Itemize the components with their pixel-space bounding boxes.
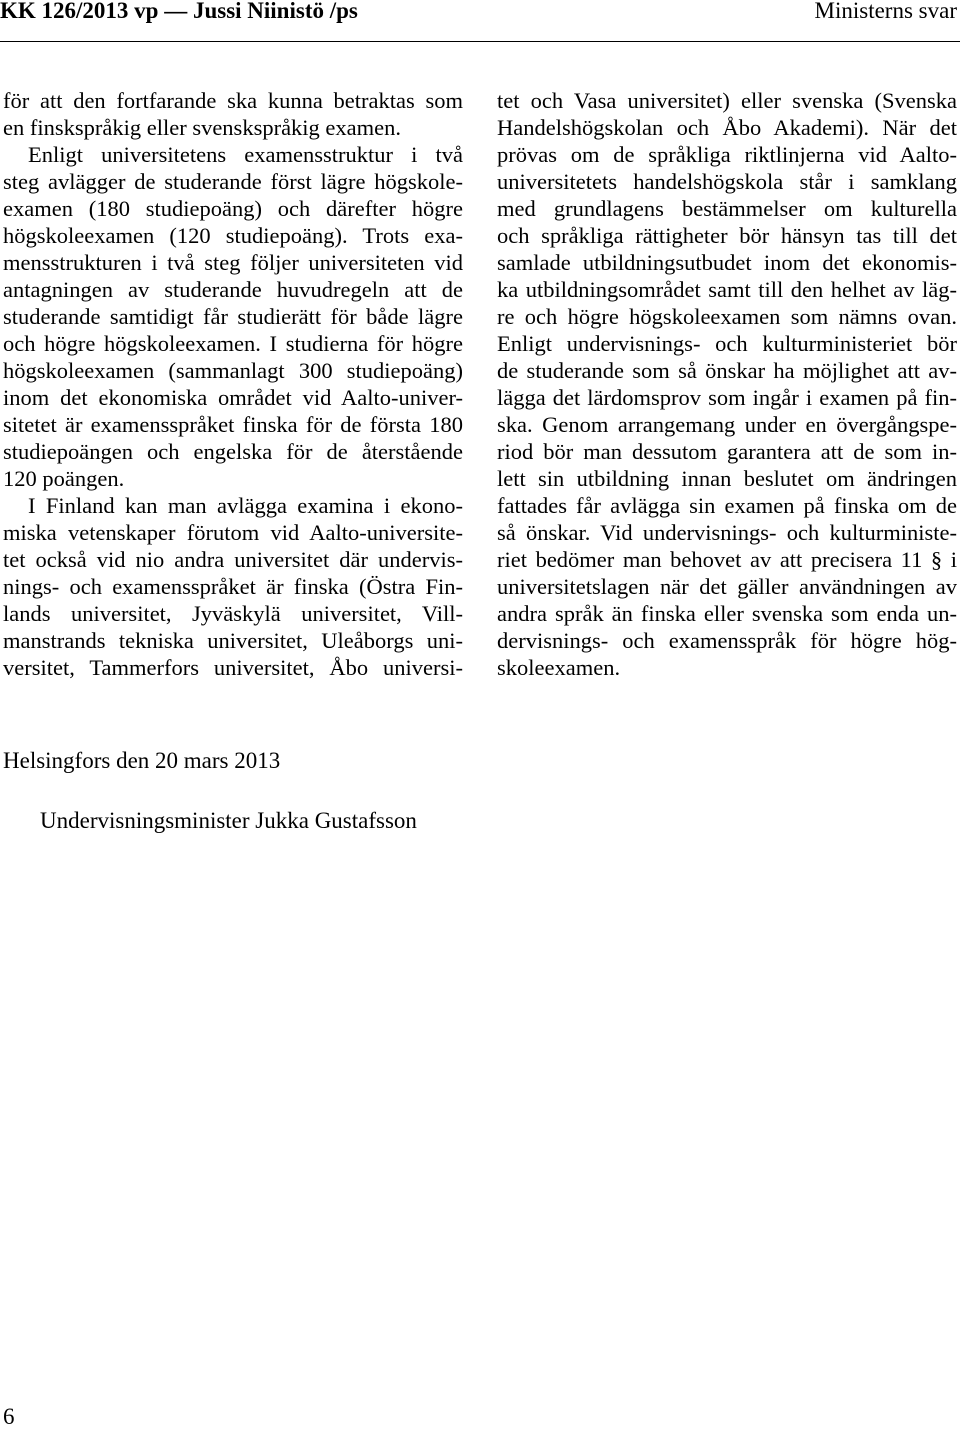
text-line: Handelshögskolan och Åbo Akademi). När det: [497, 115, 957, 140]
text-line: dervisnings- och examensspråk för högre hög-: [497, 628, 957, 653]
document-reference: KK 126/2013 vp — Jussi Niinistö /ps: [0, 0, 358, 23]
text-line: med grundlagens bestämmelser om kulturella: [497, 196, 957, 221]
left-column: [3, 87, 463, 681]
text-line: skoleexamen.: [497, 655, 621, 680]
text-line: universitetslagen när det gäller användningen av: [497, 574, 957, 599]
text-line: högskoleexamen (120 studiepoäng). Trots exa-: [3, 223, 463, 248]
text-line: examen (180 studiepoäng) och därefter högre: [3, 196, 463, 221]
text-line: studerande samtidigt får studierätt för både lägre: [3, 304, 463, 329]
right-column: [497, 87, 957, 681]
text-line: för att den fortfarande ska kunna betraktas som: [3, 88, 463, 113]
text-line: tet också vid nio andra universitet där undervis-: [3, 547, 463, 572]
text-line: lands universitet, Jyväskylä universitet, Vill-: [3, 601, 463, 626]
signatory: Undervisningsminister Jukka Gustafsson: [40, 808, 417, 833]
text-line: versitet, Tammerfors universitet, Åbo universi-: [3, 655, 463, 680]
text-line: ka utbildningsområdet samt till den helhet av läg-: [497, 277, 957, 302]
running-header: [0, 0, 960, 24]
text-line: steg avlägger de studerande först lägre högskole-: [3, 169, 463, 194]
text-line: miska vetenskaper förutom vid Aalto-universite-: [3, 520, 463, 545]
text-line: Enligt undervisnings- och kulturministeriet bör: [497, 331, 957, 356]
text-line: högskoleexamen (sammanlagt 300 studiepoäng): [3, 358, 463, 383]
text-line: prövas om de språkliga riktlinjerna vid Aalto-: [497, 142, 957, 167]
place-and-date: Helsingfors den 20 mars 2013: [3, 748, 281, 773]
text-line: manstrands tekniska universitet, Uleåborgs uni-: [3, 628, 463, 653]
text-line: universitetets handelshögskola står i samklang: [497, 169, 957, 194]
text-line: sitetet är examensspråket finska för de första 180: [3, 412, 463, 437]
text-line: och språkliga rättigheter bör hänsyn tas till det: [497, 223, 957, 248]
text-line: riet bedömer man behovet av att precisera 11 § i: [497, 547, 957, 572]
text-line: en finskspråkig eller svenskspråkig examen.: [3, 115, 402, 140]
text-line: fattades får avlägga sin examen på finska om de: [497, 493, 957, 518]
header-rule: [0, 41, 960, 42]
text-line: ska. Genom arrangemang under en övergångspe-: [497, 412, 957, 437]
text-line: så önskar. Vid undervisnings- och kulturministe-: [497, 520, 957, 545]
text-line: Enligt universitetens examensstruktur i två: [28, 142, 463, 167]
text-line: studiepoängen och engelska för de återstående: [3, 439, 463, 464]
text-line: antagningen av studerande huvudregeln att de: [3, 277, 463, 302]
section-title: Ministerns svar: [814, 0, 957, 23]
text-line: lägga det lärdomsprov som ingår i examen på fin-: [497, 385, 957, 410]
text-line: mensstrukturen i två steg följer universiteten vid: [3, 250, 463, 275]
page-number: 6: [3, 1404, 15, 1429]
text-line: inom det ekonomiska området vid Aalto-univer-: [3, 385, 463, 410]
text-line: tet och Vasa universitet) eller svenska (Svenska: [497, 88, 957, 113]
text-line: andra språk än finska eller svenska som enda un-: [497, 601, 957, 626]
text-line: re och högre högskoleexamen som nämns ovan.: [497, 304, 957, 329]
text-line: nings- och examensspråket är finska (Östra Fin-: [3, 574, 463, 599]
text-line: I Finland kan man avlägga examina i ekono-: [28, 493, 463, 518]
text-line: samlade utbildningsutbudet inom det ekonomis-: [497, 250, 957, 275]
text-line: 120 poängen.: [3, 466, 125, 491]
text-line: de studerande som så önskar ha möjlighet att av-: [497, 358, 957, 383]
text-line: riod bör man dessutom garantera att de som in-: [497, 439, 957, 464]
text-line: lett sin utbildning innan beslutet om ändringen: [497, 466, 957, 491]
text-line: och högre högskoleexamen. I studierna för högre: [3, 331, 463, 356]
